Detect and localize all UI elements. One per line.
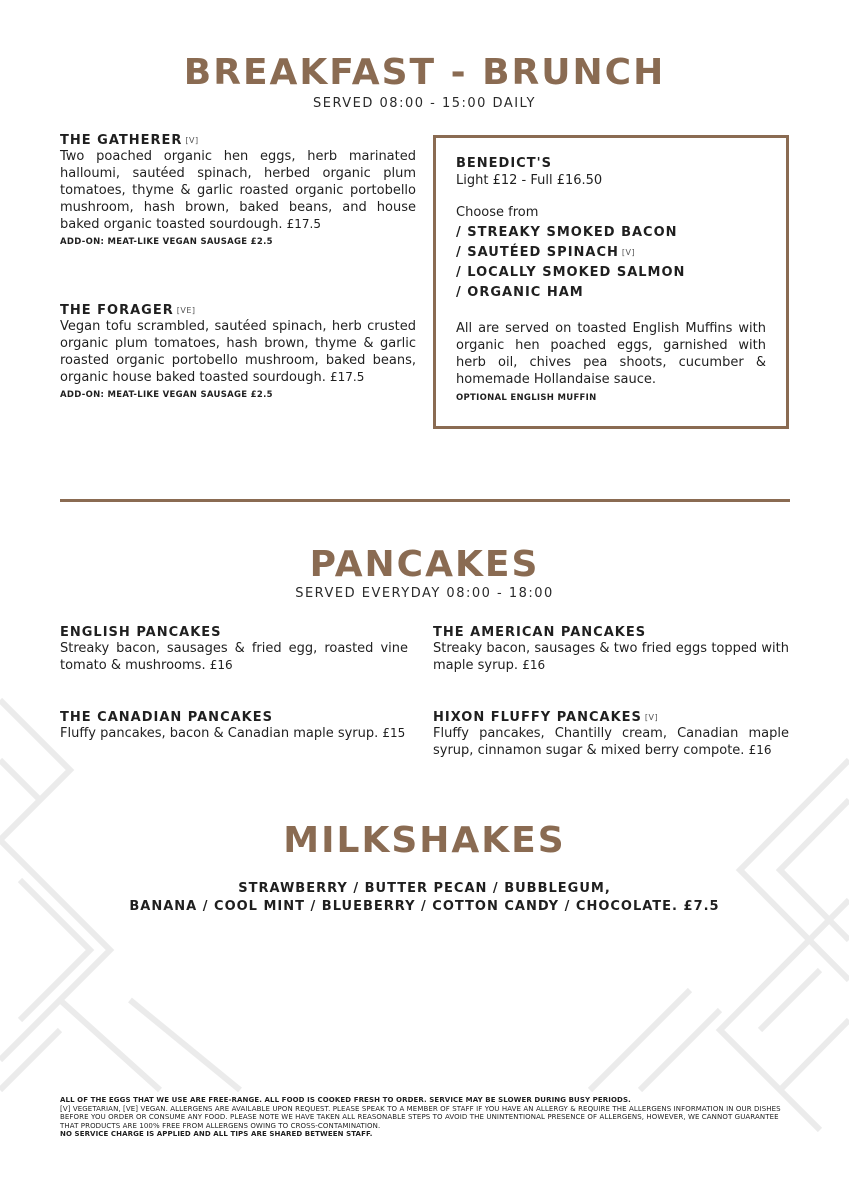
benedicts-sizes: Light £12 - Full £16.50	[456, 173, 603, 188]
benedicts-option	[456, 265, 766, 280]
item-name: THE FORAGER	[60, 303, 174, 318]
pancakes-title: PANCAKES	[309, 544, 540, 585]
footer-service-note: NO SERVICE CHARGE IS APPLIED AND ALL TIPS ARE SHARED BETWEEN STAFF.	[60, 1130, 373, 1138]
item-addon: ADD-ON: MEAT-LIKE VEGAN SAUSAGE £2.5	[60, 390, 273, 400]
dietary-tag: [V]	[621, 248, 636, 257]
option-label: / ORGANIC HAM	[456, 285, 584, 300]
benedicts-note: OPTIONAL ENGLISH MUFFIN	[456, 393, 597, 403]
option-label: / LOCALLY SMOKED SALMON	[456, 265, 686, 280]
item-price: £15	[382, 726, 406, 740]
benedicts-option	[456, 285, 766, 300]
item-description: Vegan tofu scrambled, sautéed spinach, herb crusted organic plum tomatoes, hash brown, thyme & garlic roasted organic portobello mushroom, baked beans, organic house baked toasted sourdough.	[60, 319, 416, 385]
item-name: HIXON FLUFFY PANCAKES	[433, 710, 642, 725]
footer-allergen-note: [V] VEGETARIAN, [VE] VEGAN. ALLERGENS ARE AVAILABLE UPON REQUEST. PLEASE SPEAK TO A MEMBER OF STAFF IF YOU HAVE AN ALLERGY & REQUIRE THE ALLERGENS INFORMATION IN OUR DISHES BEFORE YOU ORDER OR CONSUME ANY FOOD. PLEASE NOTE WE HAVE TAKEN ALL REASONABLE STEPS TO AVOID THE UNINTENTIONAL PRESENCE OF ALLERGENS, HOWEVER, WE CANNOT GUARANTEE THAT PRODUCTS ARE 100% FREE FROM ALLERGENS OWING TO CROSS-CONTAMINATION.	[60, 1104, 781, 1130]
item-description: Fluffy pancakes, bacon & Canadian maple syrup.	[60, 726, 379, 741]
menu-item-american-pancakes	[433, 625, 789, 674]
item-description: Fluffy pancakes, Chantilly cream, Canadian maple syrup, cinnamon sugar & mixed berry compote.	[433, 726, 789, 758]
menu-item-hixon-pancakes	[433, 710, 789, 759]
milkshakes-price: £7.5	[683, 899, 720, 914]
menu-item-forager	[60, 303, 416, 400]
milkshakes-title: MILKSHAKES	[283, 820, 566, 861]
dietary-tag: [V]	[185, 136, 199, 145]
pancakes-served-hours: SERVED EVERYDAY 08:00 - 18:00	[295, 586, 554, 601]
benedicts-option	[456, 225, 766, 240]
milkshakes-line-1: STRAWBERRY / BUTTER PECAN / BUBBLEGUM,	[238, 881, 611, 896]
footer-notes	[60, 1096, 792, 1139]
item-price: £16	[209, 658, 233, 672]
benedicts-box	[433, 135, 789, 429]
menu-item-gatherer	[60, 133, 416, 247]
footer-eggs-note: ALL OF THE EGGS THAT WE USE ARE FREE-RANGE. ALL FOOD IS COOKED FRESH TO ORDER. SERVICE MAY BE SLOWER DURING BUSY PERIODS.	[60, 1096, 631, 1104]
item-description: Streaky bacon, sausages & fried egg, roasted vine tomato & mushrooms.	[60, 641, 408, 673]
item-description: Two poached organic hen eggs, herb marinated halloumi, sautéed spinach, herbed organic plum tomatoes, thyme & garlic roasted organic portobello mushroom, hash brown, baked beans, and house baked organic toasted sourdough.	[60, 149, 416, 232]
option-label: / STREAKY SMOKED BACON	[456, 225, 678, 240]
breakfast-served-hours: SERVED 08:00 - 15:00 DAILY	[312, 96, 537, 111]
menu-item-canadian-pancakes	[60, 710, 416, 742]
item-name: THE AMERICAN PANCAKES	[433, 625, 647, 640]
benedicts-description: All are served on toasted English Muffins with organic hen poached eggs, garnished with herb oil, chives pea shoots, cucumber & homemade Hollandaise sauce.	[456, 321, 766, 387]
item-description: Streaky bacon, sausages & two fried eggs topped with maple syrup.	[433, 641, 789, 673]
milkshakes-line-2: BANANA / COOL MINT / BLUEBERRY / COTTON CANDY / CHOCOLATE.	[129, 899, 678, 914]
option-label: / SAUTÉED SPINACH	[456, 245, 619, 260]
item-price: £16	[748, 743, 772, 757]
item-name: THE GATHERER	[60, 133, 183, 148]
section-divider	[60, 499, 790, 502]
menu-item-english-pancakes	[60, 625, 408, 674]
item-price: £17.5	[329, 370, 365, 384]
item-price: £17.5	[286, 217, 322, 231]
dietary-tag: [V]	[644, 713, 659, 722]
item-name: ENGLISH PANCAKES	[60, 625, 222, 640]
item-addon: ADD-ON: MEAT-LIKE VEGAN SAUSAGE £2.5	[60, 237, 273, 247]
benedicts-choose-label: Choose from	[456, 205, 539, 220]
item-name: THE CANADIAN PANCAKES	[60, 710, 273, 725]
dietary-tag: [VE]	[176, 306, 196, 315]
item-price: £16	[522, 658, 546, 672]
breakfast-title: BREAKFAST - BRUNCH	[183, 52, 666, 93]
milkshakes-line-2-wrap	[0, 897, 849, 916]
benedicts-option	[456, 245, 766, 260]
benedicts-title: BENEDICT'S	[456, 156, 552, 171]
